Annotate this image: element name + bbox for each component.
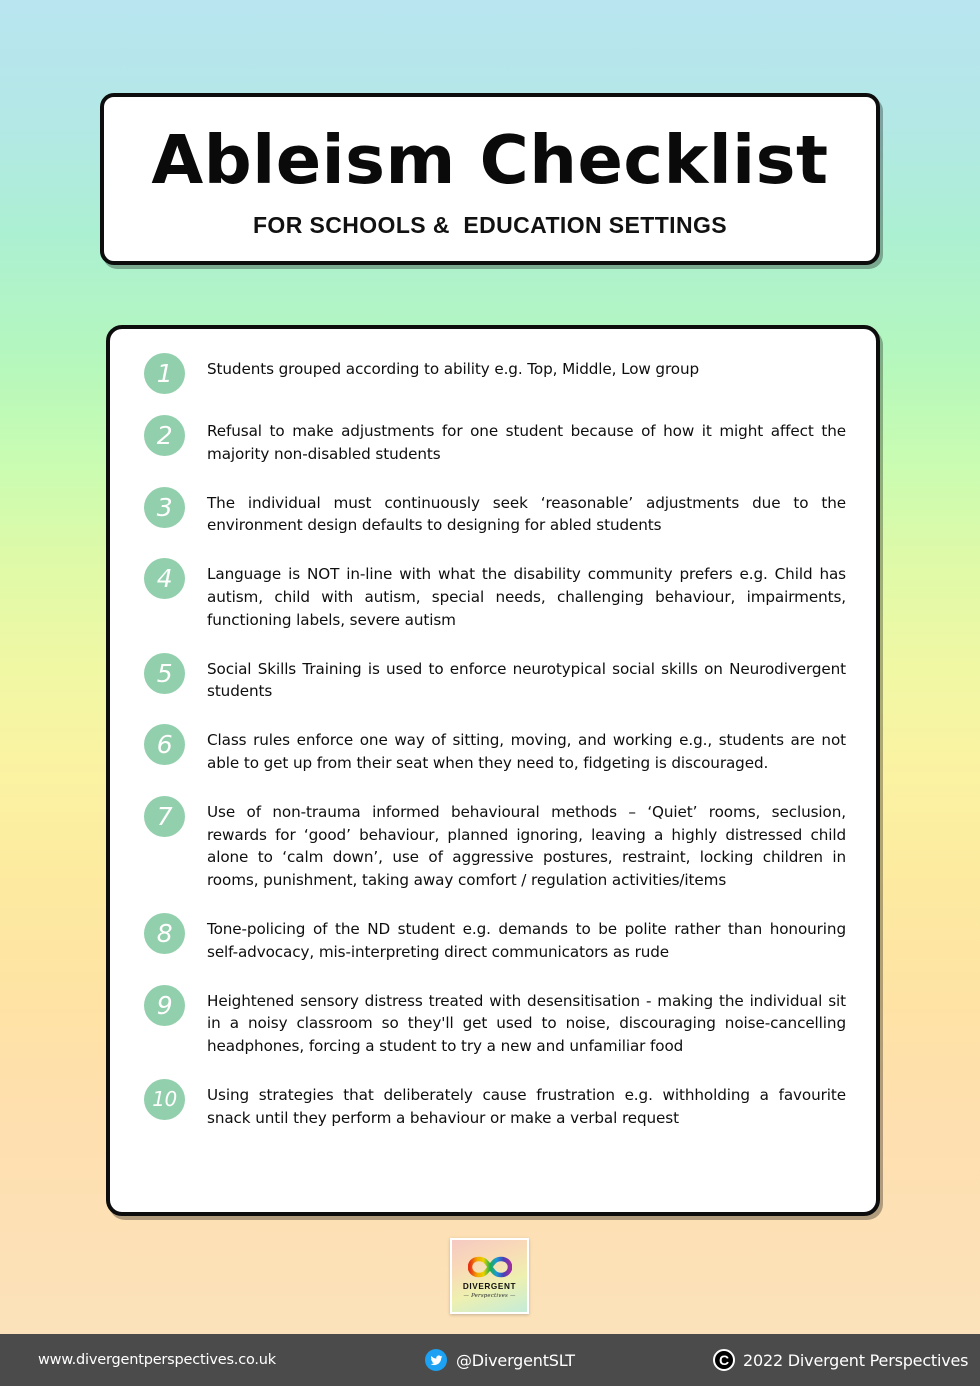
checklist-item-text: Use of non-trauma informed behavioural methods – ‘Quiet’ rooms, seclusion, rewards for ‘good’ behaviour, planned ignoring, leaving a highly distressed child alone to ‘calm down’, use of aggressive postures, restraint, locking children in rooms, punishment, taking away comfort / regulation activities/items xyxy=(207,802,846,890)
checklist-item-text: Students grouped according to ability e.g. Top, Middle, Low group xyxy=(207,360,700,378)
checklist-item-text: Language is NOT in-line with what the disability community prefers e.g. Child has autism, child with autism, special needs, challenging behaviour, impairments, functioning labels, severe autism xyxy=(207,565,846,629)
checklist-item-number: 4 xyxy=(144,558,185,599)
checklist-item-text: Class rules enforce one way of sitting, moving, and working e.g., students are not able to get up from their seat when they need to, fidgeting is discouraged. xyxy=(207,731,846,772)
checklist-item-number: 3 xyxy=(144,487,185,528)
footer-bar xyxy=(0,1334,980,1386)
checklist-item-number: 5 xyxy=(144,653,185,694)
footer-website-link[interactable]: www.divergentperspectives.co.uk xyxy=(38,1352,276,1368)
footer-copyright xyxy=(713,1349,968,1371)
checklist-item-text: Heightened sensory distress treated with desensitisation - making the individual sit in a noisy classroom so they'll get used to noise, discouraging noise-cancelling headphones, forcing a student to try a new and unfamiliar food xyxy=(207,991,846,1056)
checklist-item-number: 10 xyxy=(144,1079,185,1120)
checklist-item-number: 1 xyxy=(144,353,185,394)
footer-twitter-handle[interactable]: @DivergentSLT xyxy=(456,1350,575,1370)
brand-logo xyxy=(450,1238,529,1314)
footer-copyright-text: 2022 Divergent Perspectives xyxy=(743,1350,969,1370)
checklist-item xyxy=(144,911,846,964)
checklist-item-text: Refusal to make adjustments for one student because of how it might affect the majority non-disabled students xyxy=(207,422,846,463)
checklist-item-number: 6 xyxy=(144,724,185,765)
checklist-item xyxy=(144,651,846,704)
checklist-item xyxy=(144,794,846,892)
checklist-item xyxy=(144,485,846,538)
page-subtitle: FOR SCHOOLS & EDUCATION SETTINGS xyxy=(252,211,728,238)
checklist-item-number: 8 xyxy=(144,913,185,954)
checklist-item xyxy=(144,556,846,631)
twitter-bird-icon[interactable] xyxy=(425,1349,447,1371)
checklist-item-text: Social Skills Training is used to enforce neurotypical social skills on Neurodivergent students xyxy=(207,659,846,701)
checklist-item xyxy=(144,722,846,775)
checklist-card xyxy=(106,325,880,1216)
checklist-list xyxy=(144,351,846,1130)
title-card xyxy=(100,93,880,265)
logo-name: DIVERGENT xyxy=(462,1282,517,1291)
checklist-item-number: 2 xyxy=(144,415,185,456)
checklist-item-number: 9 xyxy=(144,985,185,1026)
checklist-item xyxy=(144,983,846,1058)
rainbow-infinity-icon xyxy=(468,1255,512,1279)
copyright-icon: C xyxy=(713,1349,735,1371)
checklist-item-number: 7 xyxy=(144,796,185,837)
checklist-item-text: Tone-policing of the ND student e.g. demands to be polite rather than honouring self-advocacy, mis-interpreting direct communicators as rude xyxy=(207,919,846,961)
checklist-item xyxy=(144,351,846,394)
footer-twitter[interactable] xyxy=(425,1349,575,1371)
checklist-item-text: The individual must continuously seek ‘reasonable’ adjustments due to the environment design defaults to designing for abled students xyxy=(207,493,846,535)
checklist-item xyxy=(144,413,846,466)
logo-tagline: — Perspectives — xyxy=(461,1293,517,1299)
checklist-item-text: Using strategies that deliberately cause frustration e.g. withholding a favourite snack until they perform a behaviour or make a verbal request xyxy=(207,1085,846,1127)
page-title: Ableism Checklist xyxy=(151,121,829,200)
checklist-item xyxy=(144,1077,846,1130)
